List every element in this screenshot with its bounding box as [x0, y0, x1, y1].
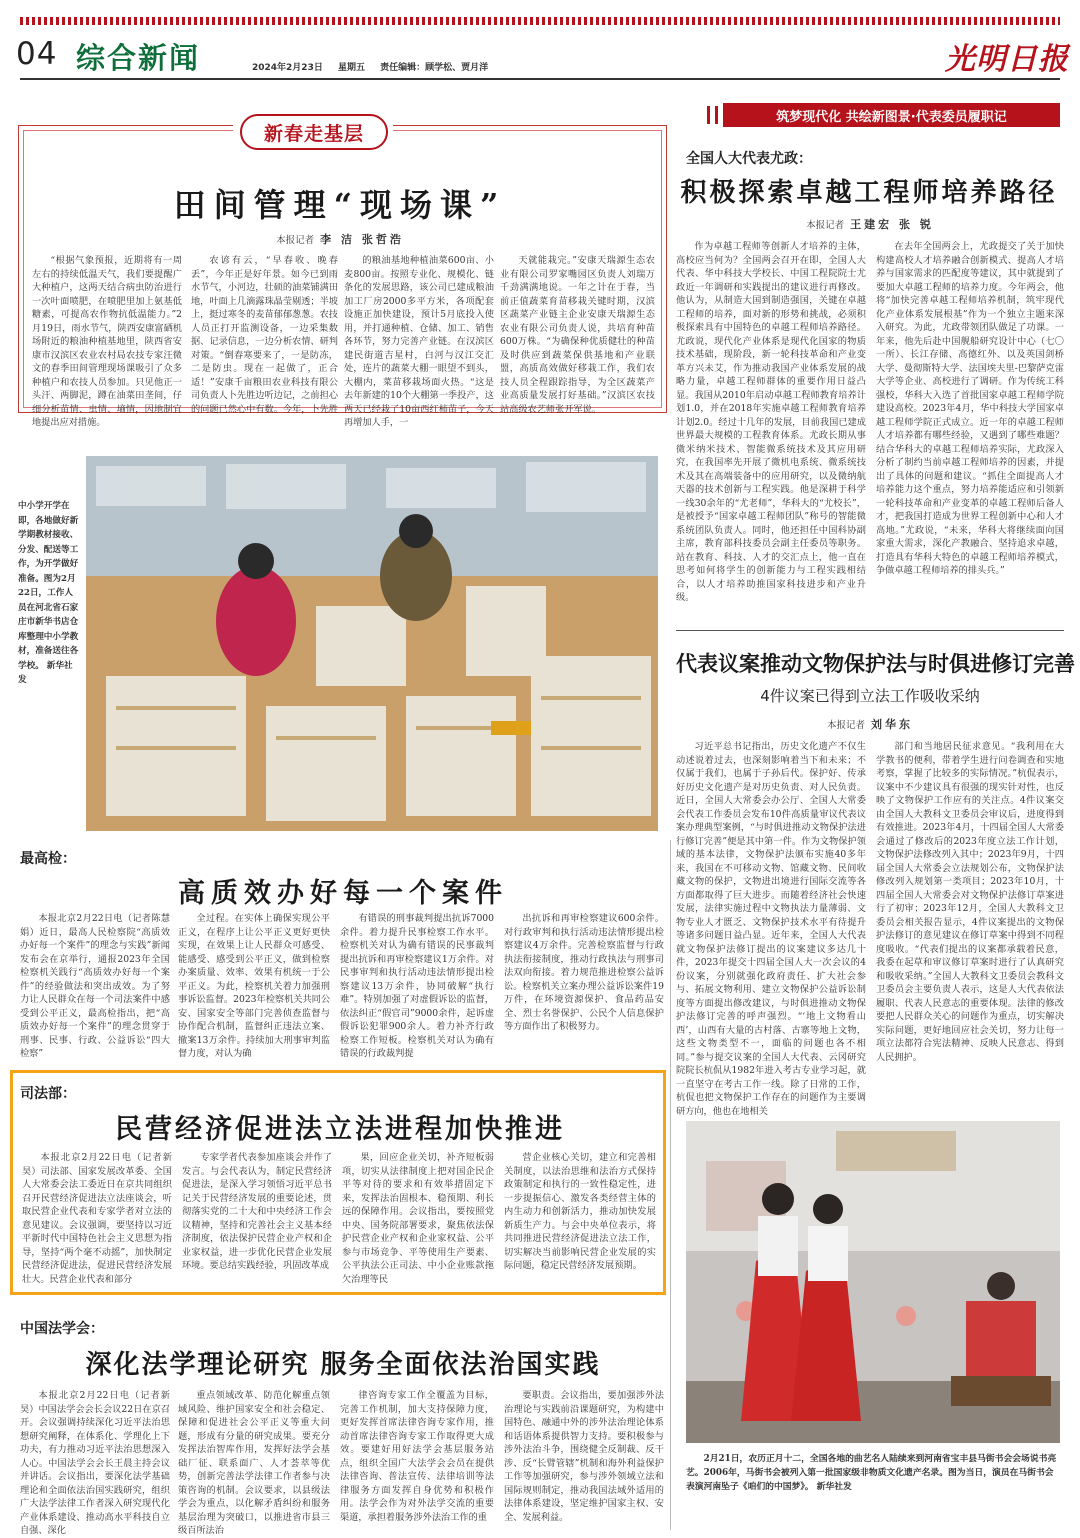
- story4-col-3: 果，回应企业关切，补齐短板弱项，切实从法律制度上把对国企民企平等对待的要求和有效举措固定下来，发挥法治固根本、稳预期、利长远的保障作用。会议指出，要按照党中央、国务院部署要求，聚焦依法保护民营企业产权和企业家权益、公平参与市场竞争、平等使用生产要素、公平执法公正司法、中小企业账款拖欠治理等民: [342, 1152, 494, 1285]
- story6-col-2: 部门和当地居民征求意见。“我利用在大学教书的便利，带着学生进行问卷调查和实地考察，掌握了比较多的实际情况。”杭侃表示，议案中不少建议具有很强的现实针对性，也反映了文物保护工作应有的关注点。4件议案交由全国人大教科文卫委员会审议后，进度得到有效推进。2023年4月，十四届全国人大常委会通过了修改后的2023年度立法工作计划，文物保护法修改列入其中；2023年9月，十四届全国人大常委会立法规划公布，文物保护法修改列入规划第一类项目；2023年10月，十四届全国人大常委会对文物保护法修订草案进行了初审；2023年12月，全国人大教科文卫委员会相关报告显示，4件议案提出的文物保护法修订的意见建议在修订草案中得到不同程度吸收。“代表们提出的议案都承载着民意，我委在起草和审议修订草案时进行了认真研究和吸收采纳。”全国人大教科文卫委员会教科文卫委员会主要负责人表示，这是人大代表依法履职、代表人民意志的重要体现。法律的修改要把人民群众关心的问题作为重点，切实解决实际问题，更好地回应社会关切，努力让每一项立法都符合宪法精神、反映人民意志、得到人民拥护。: [876, 741, 1064, 1063]
- story4-col-4: 营企业核心关切，建立和完善相关制度，以法治思维和法治方式保持政策制定和执行的一致性稳定性，进一步提振信心、激发各类经营主体的内生动力和创新活力，推动加快发展新质生产力。与会中央单位表示，将共同推进民营经济促进法立法工作，切实解决当前影响民营企业发展的实际问题，稳定民营经济发展预期。: [504, 1152, 656, 1271]
- story1-col-2: 农谚有云，“早春收、晚春丢”，今年正是好年景。如今已到雨水节气，小河边，壮硕的油菜铺满田地，叶面上几滴露珠晶莹剔透；半坡上，挺过寒冬的麦苗郁郁葱葱。农技人员正打开监测设备，一边采集数据、记录信息，一边分析农情、研判对策。“倒春寒要来了，一是防冻，二是防虫。现在一起做了，正合适！”安康千亩粮田农业科技有限公司负责人卜先胜边听边记，之前担心的问题已然心中有数。今年，卜先胜: [191, 255, 338, 415]
- column-separator: [670, 840, 671, 1530]
- story3-col-3: 有错误的刑事裁判提出抗诉7000余件。着力提升民事检察工作水平。检察机关对认为确有错误的民事裁判提出抗诉和再审检察建议1万余件。对民事审判和执行活动违法情形提出检察建议13万余件，协同破解“执行难”。特别加强了对虚假诉讼的监督，依法纠正“假官司”9000余件，起诉虚假诉讼犯罪900余人。着力补齐行政检察工作短板。检察机关对认为确有错误的行政裁判提: [340, 913, 494, 1059]
- story2-kicker: 全国人大代表尤政：: [686, 151, 812, 167]
- banner-text: 筑梦现代化 共绘新图景·代表委员履职记: [723, 103, 1060, 127]
- story6-photo-caption: 2月21日，农历正月十二，全国各地的曲艺名人陆续来到河南省宝丰县马街书会会场说书亮艺。2006年，马街书会被列入第一批国家级非物质文化遗产名录。图为当日，演员在马街书会表演河南坠子《咱们的中国梦》。 新华社发: [686, 1454, 1057, 1492]
- story5-col-1: 本报北京2月22日电（记者新昊）中国法学会会长会议22日在京召开。会议强调持续深化习近平法治思想研究阐释，在体系化、学理化上下功夫，有力推动习近平法治思想深入人心。中国法学会会长王晨主持会议并讲话。会议指出，要深化法学基础理论和全面依法治国实践研究，组织广大法学法律工作者深入研究现代化产业体系建设、推动高水平科技自立自强、深化: [20, 1390, 170, 1536]
- story3-col-1: 本报北京2月22日电（记者陈慧娟）近日，最高人民检察院“高质效办好每一个案件”的理念与实践”新闻发布会在京举行，通报2023年全国检察机关践行“高质效办好每一个案件”的经验做法和突出成效。为了努力让人民群众在每一个司法案件中感受到公平正义，最高检指出，把“高质效办好每一个案件”的理念贯穿于刑事、民事、行政、公益诉讼“四大检察”: [20, 913, 170, 1059]
- story2-title: 积极探索卓越工程师培养路径: [680, 178, 1058, 208]
- series-banner: [707, 103, 1060, 127]
- issue-info: [252, 60, 488, 73]
- masthead-rule: [20, 78, 1060, 80]
- story1-col-3: 的粮油基地种植油菜600亩、小麦800亩。按照专业化、规模化、链条化的发展思路，该公司已建成粮油加工厂房2000多平方米，各项配套设施正加快建设，预计5月底投入使用，并打通种植、仓储、加工、销售各环节，努力完善产业链。在汉滨区建民街道吉星村，白河与汉江交汇处，连片的蔬菜大棚一眼望不到头，大棚内，菜苗移栽场面火热。“这是去年新建的10个大棚第一季投产，这两天已经栽了10亩西红柿苗子，今天再增加人手，一: [344, 255, 494, 428]
- story1-badge-text: 新春走基层: [263, 122, 364, 145]
- story1-photo-caption: 中小学开学在即，各地做好新学期教材接收、分发、配送等工作，为开学做好准备。图为2月22日，工作人员在河北省石家庄市新华书店仓库整理中小学教材，准备送往各学校。 新华社发: [18, 501, 79, 685]
- page-number: 04: [16, 36, 58, 72]
- story2-divider: [676, 630, 1064, 631]
- story6-title: 代表议案推动文物保护法与时俱进修订完善: [676, 651, 1075, 676]
- banner-mark-left-2: [715, 106, 718, 124]
- story2-byline-label: 本报记者: [806, 220, 845, 231]
- story6-byline: [770, 716, 970, 732]
- story3-col-2: 全过程。在实体上确保实现公平正义，在程序上让公平正义更好更快实现，在效果上让人民群众可感受、能感受、感受到公平正义，做到检察办案质量、效率、效果有机统一于公平正义。为此，检察机关着力加强刑事诉讼监督。2023年检察机关共同公安、国家安全等部门完善侦查监督与协作配合机制，监督纠正违法立案、撤案13万余件。持续加大刑事审判监督力度，对认为确: [178, 913, 331, 1059]
- masthead-top-stripe: [20, 17, 1060, 25]
- story6-byline-label: 本报记者: [826, 720, 865, 731]
- story1-badge: [240, 114, 388, 150]
- banner-mark-left: [707, 106, 710, 124]
- issue-date: 2024年2月23日: [252, 63, 323, 73]
- story5-col-3: 律咨询专家工作全覆盖为目标，完善工作机制，加大支持保障力度，更好发挥首席法律咨询专家作用，推动首席法律咨询专家工作取得更大成效。要建好用好法学会基层服务站点，组织全国广大法学会会员在提供法律咨询、普法宣传、法律培训等法律服务方面发挥自身优势和积极作用。法学会作为对外法学交流的重要渠道，承担着服务涉外法治工作的重: [340, 1390, 494, 1523]
- story2-col-2: 在去年全国两会上，尤政提交了关于加快构建高校人才培养融合创新模式、提高人才培养与国家需求的匹配度等建议，其中就提到了要加大卓越工程师的培养力度。今年两会，他将“加快完善卓越工程师培养机制，筑牢现代化产业体系发展根基”作为一个独立主题来深入研究。为此，尤政带领团队做足了功课。一年来，他先后赴中国舰船研究设计中心（七〇一所）、长江存储、高德红外、以及英国剑桥大学、曼彻斯特大学、法国埃夫里-巴黎萨克雷大学等企业、高校进行了调研。作为传统工科强校，华科大入选了首批国家卓越工程师学院建设高校。2023年4月，华中科技大学国家卓越工程师学院正式成立。近一年的卓越工程师人才培养都有哪些经验，又遇到了哪些难题？结合华科大的卓越工程师培养实际，尤政深入分析了制约当前卓越工程师培养的因素，并提出了具体的问题和建议。“抓住全面提高人才培养能力这个重点，努力培养能适应和引领新一轮科技革命和产业变革的卓越工程师后备人才，把我国打造成为世界工程创新中心和人才高地。”尤政说，“未来，华科大将继续面向国家重大需求，深化产教融合、坚持追求卓越，打造具有华科大特色的卓越工程师培养模式，争做卓越工程师培养的排头兵。”: [876, 241, 1064, 576]
- story5-title: 深化法学理论研究 服务全面依法治国实践: [85, 1350, 601, 1380]
- story1-title: 田间管理“现场课”: [173, 186, 507, 224]
- story3-title: 高质效办好每一个案件: [178, 878, 508, 909]
- textbook-warehouse-photo: [86, 456, 658, 831]
- story3-col-4: 出抗诉和再审检察建议600余件。对行政审判和执行活动违法情形提出检察建议4万余件。完善检察监督与行政执法衔接制度，推动行政执法与刑事司法双向衔接。着力规范推进检察公益诉讼。检察机关立案办理公益诉讼案件19万件，在环境资源保护、食品药品安全、烈士名誉保护、公民个人信息保护等方面作出了积极努力。: [504, 913, 664, 1032]
- story1-col-4: 天就能栽完。”安康天瑞源生态农业有限公司罗家嘴园区负责人刘瑞万千劲满满地说。一年之计在于春，当前正值蔬菜育苗移栽关键时期，汉滨区蔬菜产业链主企业安康天瑞源生态农业有限公司负责人说，共培育种苗600万株。“为确保种优质健壮的种苗及时供应到蔬菜保供基地和产业联盟，高质高效做好移栽工作，我们农技人员全程跟踪指导，为全区蔬菜产业高质量发展打好基础。”汉滨区农技站高级农艺师张开军说。: [500, 255, 655, 415]
- story2-byline-names: 王建宏 张 锐: [850, 218, 934, 231]
- story1-byline-names: 李 洁 张哲浩: [320, 233, 404, 246]
- story4-col-1: 本报北京2月22日电（记者新昊）司法部、国家发展改革委、全国人大常委会法工委近日在京共同组织召开民营经济促进法立法座谈会，听取民营企业代表和专家学者对立法的意见建议。会议强调，要坚持以习近平新时代中国特色社会主义思想为指导，坚持“两个毫不动摇”，加快制定民营经济促进法，促进民营经济发展壮大。民营企业代表和部分: [22, 1152, 172, 1285]
- story6-col-1: 习近平总书记指出，历史文化遗产不仅生动述说着过去，也深刻影响着当下和未来；不仅属于我们，也属于子孙后代。保护好、传承好历史文化遗产是对历史负责、对人民负责。近日，全国人大常委会办公厅、全国人大常委会代表工作委员会发布10件高质量审议代表议案办理典型案例，“与时俱进推动文物保护法进行修订完善”便是其中第一件。作为文物保护领域的基本法律，文物保护法颁布实施40多年来，我国在不可移动文物、馆藏文物、民间收藏文物的保护，文物进出境进行国际交流等各方面都取得了巨大进步。而随着经济社会快速发展，法律实施过程中文物执法力量薄弱、文物专业人才匮乏、文物保护技术水平有待提升等诸多问题日益凸显。近年来，全国人大代表就文物保护法修订提出的议案建议多达几十件，2023年提交十四届全国人大一次会议的4份议案，分别就强化政府责任、扩大社会参与、拓展文物利用、建立文物保护公益诉讼制度等方面提出修改建议，与时俱进推动文物保护法修订完善的呼声强烈。“‘地上文物看山西’，山西有大量的古村落、古寨等地上文物，这些文物类型不一，面临的问题也各不相同。”参与提交议案的全国人大代表、云冈研究院院长杭侃从1982年进入考古专业学习起，就一直坚守在考古工作一线。除了日常的工作，杭侃也把文物保护工作存在的问题作为主要调研方向，他也在地相关: [676, 741, 866, 1117]
- section-name: 综合新闻: [76, 41, 201, 75]
- story5-col-2: 重点领域改革、防范化解重点领域风险、维护国家安全和社会稳定、保障和促进社会公平正义等重大问题，形成有分量的研究成果。要充分发挥法治智库作用，发挥好法学会基础厂征、联系面广、人才荟萃等优势，创新完善法学法律工作者参与决策咨询的机制。会议要求，以县级法学会为重点，以化解矛盾纠纷和服务基层治理为突破口，以推进省市县三级百所法治: [178, 1390, 330, 1536]
- storytelling-fair-photo: [686, 1121, 1060, 1443]
- issue-weekday: 星期五: [337, 63, 365, 73]
- story2-byline: [770, 216, 970, 232]
- story1-byline: [230, 231, 450, 247]
- story6-subtitle: 4件议案已得到立法工作吸收采纳: [760, 687, 980, 705]
- story3-kicker: 最高检：: [20, 851, 76, 867]
- warehouse-photo-image: [86, 456, 658, 831]
- story5-kicker: 中国法学会：: [20, 1321, 104, 1337]
- newspaper-logo: 光明日报: [945, 42, 1069, 77]
- story1-byline-label: 本报记者: [276, 235, 315, 246]
- fair-photo-image: [686, 1121, 1060, 1443]
- story4-kicker: 司法部：: [20, 1086, 76, 1102]
- issue-editors: 责任编辑：顾学松、贾月洋: [380, 63, 489, 73]
- story5-col-4: 要职责。会议指出，要加强涉外法治理论与实践前沿课题研究，为构建中国特色、融通中外的涉外法治理论体系和话语体系提供智力支持。要积极参与涉外法治斗争，围绕健全反制裁、反干涉、反“长臂管辖”机制和海外利益保护工作等加强研究，参与涉外领域立法和国际规则制定，推动我国法域外适用的法律体系建设，坚定维护国家主权、安全、发展利益。: [504, 1390, 664, 1523]
- story4-title: 民营经济促进法立法进程加快推进: [115, 1114, 565, 1145]
- story4-col-2: 专家学者代表参加座谈会并作了发言。与会代表认为，制定民营经济促进法，是深入学习领悟习近平总书记关于民营经济发展的重要论述，贯彻落实党的二十大和中央经济工作会议精神，坚持和完善社会主义基本经济制度，依法保护民营企业产权和企业家权益，进一步优化民营企业发展环境。要总结实践经验，巩固改革成: [182, 1152, 332, 1271]
- story1-col-1: “根据气象预报，近期将有一周左右的持续低温天气，我们要提醒广大种植户，这两天结合病虫防治进行一次叶面喷肥，在喷肥里加上氨基低糖素，可提高农作物抗低温能力。”2月19日，雨水节气，陕西安康富硒机场附近的粮油种植基地里，陕西省安康市汉滨区农业农村局农技专家汪微文的春季田间管理现场课吸引了众多种植户和农技人员参加。只见他正一头汗、两脚泥，蹲在油菜田垄间，仔细分析苗情、虫情、墒情，因地制宜地提出应对措施。: [32, 255, 182, 428]
- story2-col-1: 作为卓越工程师等创新人才培养的主体，高校应当何为？全国两会召开在即，全国人大代表、华中科技大学校长、中国工程院院士尤政近一年调研和实践提出的建议进行再修改。他认为，从制造大国到制造强国，关键在卓越工程师的培养，面对新的形势和挑战，必须积极探索具有中国特色的卓越工程师培养路径。尤政说，现代化产业体系是现代化国家的物质技术基础，现阶段，新一轮科技革命和产业变革方兴未艾，作为推动我国产业体系发展的战略力量，卓越工程师群体的重要作用日益凸显。我国从2010年启动卓越工程师教育培养计划1.0，并在2018年实施卓越工程师教育培养计划2.0。经过十几年的发展，目前我国已建成世界最大规模的工程教育体系。尤政长期从事微米纳米技术、智能微系统技术及其应用研究，在我国率先开展了微机电系统、微系统技术及其在高端装备中的应用研究，以及微纳航天器的技术创新与工程实践。他是深耕于科学一线30余年的“尤老师”，华科大的“尤校长”，是被授予“国家卓越工程师团队”称号的智能微系统团队负责人。同时，他还担任中国科协副主席，教育部科技委员会副主任委员等职务。站在教育、科技、人才的交汇点上，他一直在思考如何将学生的创新能力与工程实践相结合，以人才培养助推国家科技进步和产业升级。: [676, 241, 866, 603]
- story6-byline-names: 刘华东: [871, 718, 913, 731]
